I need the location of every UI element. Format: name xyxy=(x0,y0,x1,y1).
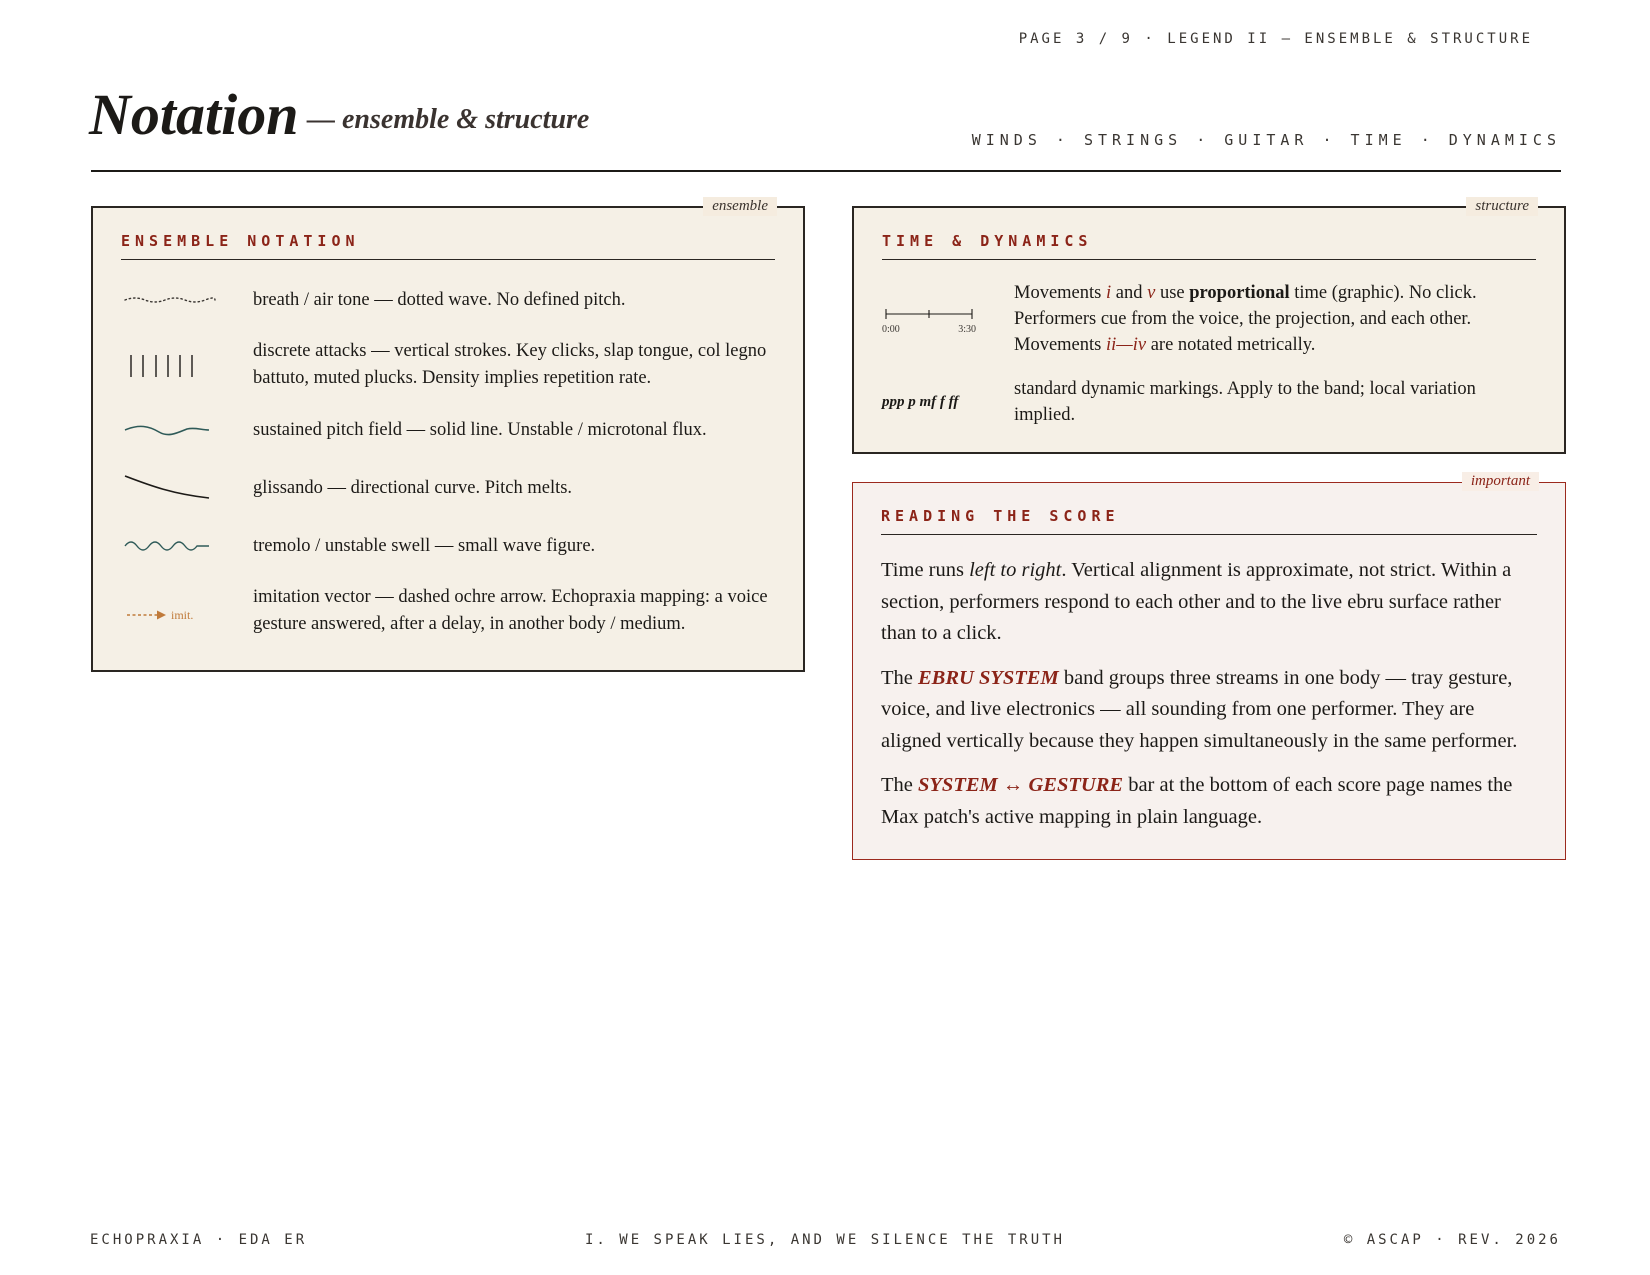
legend-item xyxy=(121,584,775,638)
solid-line-icon xyxy=(121,410,251,450)
legend-text: tremolo / unstable swell — small wave figure. xyxy=(253,535,596,556)
dynamics-markings: ppp p mf f ff xyxy=(882,393,959,410)
directional-curve-icon xyxy=(121,468,251,508)
reading-paragraph: The EBRU SYSTEM band groups three streams in one body — tray gesture, voice, and live electronics — all sounding from one performer. They are aligned vertically because they happen simultaneously in the same performer. xyxy=(881,666,1518,752)
panel-title: ENSEMBLE NOTATION xyxy=(121,232,775,260)
legend-item xyxy=(121,468,775,508)
panel-tag: important xyxy=(1462,472,1539,491)
dotted-wave-icon xyxy=(121,280,251,320)
ensemble-notation-panel xyxy=(91,198,805,672)
timeline-start: 0:00 xyxy=(882,324,900,335)
footer-right: © ASCAP · REV. 2026 xyxy=(1343,1232,1561,1248)
page-subtitle: — ensemble & structure xyxy=(307,104,590,135)
page-reference: PAGE 3 / 9 · LEGEND II — ENSEMBLE & STRUCTURE xyxy=(1018,31,1533,47)
panel-title: READING THE SCORE xyxy=(881,507,1537,535)
dynamics-text: standard dynamic markings. Apply to the band; local variation implied. xyxy=(1014,379,1476,425)
legend-item xyxy=(121,410,775,450)
page-title: Notation xyxy=(89,82,299,147)
time-dynamics-panel xyxy=(852,198,1566,454)
legend-text: sustained pitch field — solid line. Unstable / microtonal flux. xyxy=(253,419,707,440)
small-wave-icon xyxy=(121,526,251,566)
legend-item xyxy=(121,280,775,320)
vertical-strokes-icon xyxy=(121,345,251,385)
time-text: Movements i and v use proportional time (graphic). No click. Performers cue from the voice, the projection, and each other. Movements ii—iv are notated metrically. xyxy=(1014,283,1477,355)
legend-item xyxy=(121,526,775,566)
imitation-label: imit. xyxy=(171,608,194,622)
time-row xyxy=(882,280,1536,358)
panel-tag: structure xyxy=(1466,197,1538,216)
panel-tag: ensemble xyxy=(703,197,777,216)
dynamics-row xyxy=(882,376,1536,428)
legend-text: imitation vector — dashed ochre arrow. Echopraxia mapping: a voice gesture answered, after a delay, in another body / medium. xyxy=(253,587,768,634)
section-nav: WINDS · STRINGS · GUITAR · TIME · DYNAMICS xyxy=(971,131,1561,149)
legend-item xyxy=(121,338,775,392)
dashed-arrow-icon xyxy=(121,591,251,631)
legend-text: glissando — directional curve. Pitch melts. xyxy=(253,477,573,498)
reading-paragraph: Time runs left to right. Vertical alignment is approximate, not strict. Within a section, performers respond to each other and to the live ebru surface rather than to a click. xyxy=(881,559,1512,644)
legend-text: discrete attacks — vertical strokes. Key clicks, slap tongue, col legno battuto, muted plucks. Density implies repetition rate. xyxy=(253,341,767,388)
reading-paragraph: The SYSTEM ↔ GESTURE bar at the bottom of each score page names the Max patch's active mapping in plain language. xyxy=(881,774,1513,828)
timeline-end: 3:30 xyxy=(958,324,976,335)
reading-score-panel xyxy=(852,473,1566,860)
legend-text: breath / air tone — dotted wave. No defined pitch. xyxy=(253,289,626,310)
header-rule xyxy=(91,170,1561,172)
timeline-icon xyxy=(882,302,1014,336)
footer-center: I. WE SPEAK LIES, AND WE SILENCE THE TRUTH xyxy=(584,1232,1065,1248)
panel-title: TIME & DYNAMICS xyxy=(882,232,1536,260)
footer-left: ECHOPRAXIA · EDA ER xyxy=(90,1232,308,1248)
